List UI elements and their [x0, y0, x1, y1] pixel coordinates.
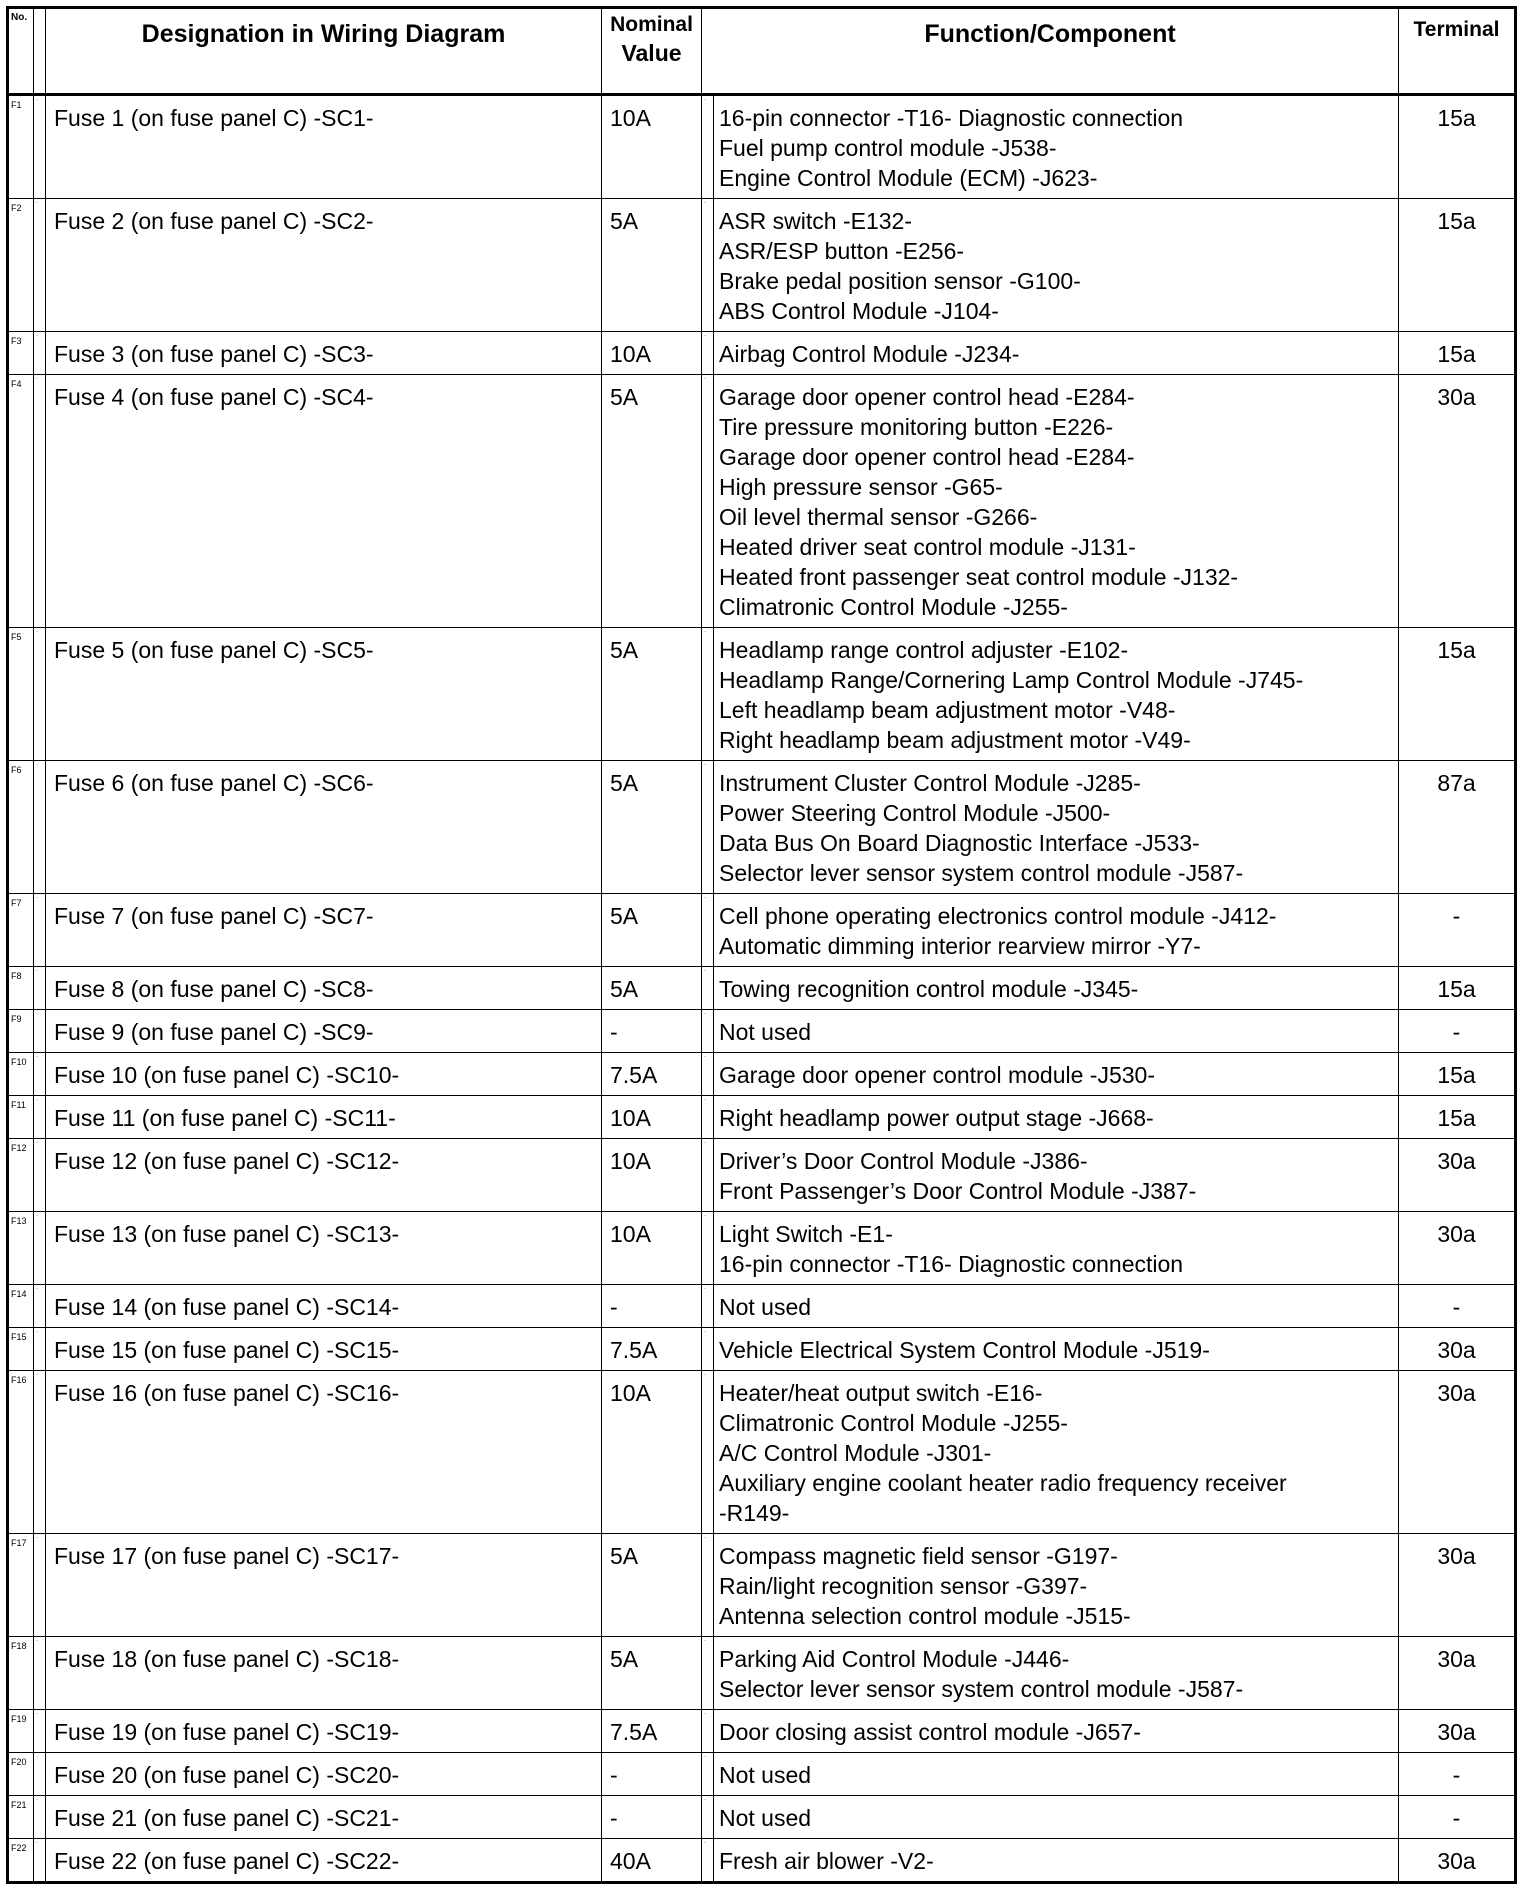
- row-marker: ˙: [34, 761, 46, 894]
- function-line: Brake pedal position sensor -G100-: [719, 268, 1081, 294]
- row-marker: ˙: [34, 967, 46, 1010]
- row-marker: ˙: [702, 1285, 714, 1328]
- function-line: Power Steering Control Module -J500-: [719, 800, 1111, 826]
- fuse-designation: Fuse 12 (on fuse panel C) -SC12-: [46, 1139, 602, 1212]
- function-line: Not used: [719, 1762, 812, 1788]
- row-marker: ˙: [34, 1637, 46, 1710]
- table-row: [8, 332, 1516, 375]
- nominal-value: 10A: [602, 1371, 702, 1534]
- fuse-designation: Fuse 13 (on fuse panel C) -SC13-: [46, 1212, 602, 1285]
- function-cell: [714, 967, 1399, 1010]
- fuse-number: F10: [8, 1053, 34, 1096]
- terminal-value: 15a: [1399, 332, 1516, 375]
- fuse-number: F7: [8, 894, 34, 967]
- table-row: [8, 1010, 1516, 1053]
- row-marker: ˙: [702, 628, 714, 761]
- function-line: Not used: [719, 1805, 812, 1831]
- table-row: [8, 1753, 1516, 1796]
- row-marker: ˙: [34, 1139, 46, 1212]
- function-line: ABS Control Module -J104-: [719, 298, 999, 324]
- function-line: Tire pressure monitoring button -E226-: [719, 414, 1114, 440]
- nominal-value: -: [602, 1010, 702, 1053]
- nominal-value: 10A: [602, 1139, 702, 1212]
- fuse-designation: Fuse 6 (on fuse panel C) -SC6-: [46, 761, 602, 894]
- row-marker: ˙: [702, 199, 714, 332]
- table-row: [8, 1053, 1516, 1096]
- function-line: Cell phone operating electronics control module -J412-: [719, 903, 1277, 929]
- function-cell: [714, 761, 1399, 894]
- table-row: [8, 1285, 1516, 1328]
- function-cell: [714, 1053, 1399, 1096]
- function-cell: [714, 95, 1399, 199]
- header-terminal: Terminal: [1399, 8, 1516, 95]
- nominal-value: 10A: [602, 1212, 702, 1285]
- row-marker: ˙: [702, 1753, 714, 1796]
- row-marker: ˙: [34, 894, 46, 967]
- row-marker: ˙: [702, 1096, 714, 1139]
- function-line: Headlamp Range/Cornering Lamp Control Module -J745-: [719, 667, 1304, 693]
- table-row: [8, 1371, 1516, 1534]
- nominal-value: 5A: [602, 967, 702, 1010]
- row-marker: ˙: [34, 1371, 46, 1534]
- header-designation: Designation in Wiring Diagram: [46, 8, 602, 95]
- function-line: Oil level thermal sensor -G266-: [719, 504, 1038, 530]
- nominal-value: 5A: [602, 1637, 702, 1710]
- fuse-designation: Fuse 5 (on fuse panel C) -SC5-: [46, 628, 602, 761]
- nominal-value: -: [602, 1796, 702, 1839]
- nominal-value: 10A: [602, 95, 702, 199]
- fuse-designation: Fuse 9 (on fuse panel C) -SC9-: [46, 1010, 602, 1053]
- header-nominal-line2: Value: [621, 40, 682, 66]
- fuse-number: F2: [8, 199, 34, 332]
- fuse-number: F22: [8, 1839, 34, 1883]
- nominal-value: 5A: [602, 1534, 702, 1637]
- nominal-value: -: [602, 1753, 702, 1796]
- nominal-value: 7.5A: [602, 1053, 702, 1096]
- function-line: Left headlamp beam adjustment motor -V48-: [719, 697, 1176, 723]
- function-cell: [714, 1371, 1399, 1534]
- fuse-designation: Fuse 15 (on fuse panel C) -SC15-: [46, 1328, 602, 1371]
- row-marker: ˙: [34, 628, 46, 761]
- terminal-value: 15a: [1399, 1096, 1516, 1139]
- nominal-value: 10A: [602, 332, 702, 375]
- function-cell: [714, 1637, 1399, 1710]
- fuse-designation: Fuse 19 (on fuse panel C) -SC19-: [46, 1710, 602, 1753]
- row-marker: ˙: [702, 761, 714, 894]
- function-line: Climatronic Control Module -J255-: [719, 594, 1068, 620]
- terminal-value: 87a: [1399, 761, 1516, 894]
- function-line: ASR switch -E132-: [719, 208, 913, 234]
- nominal-value: 5A: [602, 628, 702, 761]
- function-line: Headlamp range control adjuster -E102-: [719, 637, 1129, 663]
- row-marker: ˙: [702, 1053, 714, 1096]
- nominal-value: 5A: [602, 375, 702, 628]
- table-row: [8, 375, 1516, 628]
- table-row: [8, 1839, 1516, 1883]
- function-line: Rain/light recognition sensor -G397-: [719, 1573, 1088, 1599]
- function-cell: [714, 1328, 1399, 1371]
- row-marker: ˙: [702, 1010, 714, 1053]
- header-nominal: [602, 8, 702, 95]
- function-line: Instrument Cluster Control Module -J285-: [719, 770, 1141, 796]
- table-row: [8, 761, 1516, 894]
- function-line: Garage door opener control head -E284-: [719, 384, 1135, 410]
- nominal-value: 5A: [602, 199, 702, 332]
- row-marker: ˙: [702, 1534, 714, 1637]
- fuse-designation: Fuse 21 (on fuse panel C) -SC21-: [46, 1796, 602, 1839]
- function-line: -R149-: [719, 1500, 790, 1526]
- nominal-value: -: [602, 1285, 702, 1328]
- table-row: [8, 628, 1516, 761]
- function-cell: [714, 894, 1399, 967]
- function-line: Not used: [719, 1294, 812, 1320]
- fuse-designation: Fuse 17 (on fuse panel C) -SC17-: [46, 1534, 602, 1637]
- header-blank: [34, 8, 46, 95]
- fuse-designation: Fuse 7 (on fuse panel C) -SC7-: [46, 894, 602, 967]
- table-row: [8, 1096, 1516, 1139]
- function-line: 16-pin connector -T16- Diagnostic connection: [719, 1251, 1184, 1277]
- terminal-value: 30a: [1399, 1328, 1516, 1371]
- function-line: Door closing assist control module -J657-: [719, 1719, 1141, 1745]
- row-marker: ˙: [702, 1796, 714, 1839]
- fuse-number: F8: [8, 967, 34, 1010]
- terminal-value: 30a: [1399, 1637, 1516, 1710]
- fuse-designation: Fuse 20 (on fuse panel C) -SC20-: [46, 1753, 602, 1796]
- function-cell: [714, 1839, 1399, 1883]
- function-line: Heater/heat output switch -E16-: [719, 1380, 1043, 1406]
- row-marker: ˙: [34, 1096, 46, 1139]
- nominal-value: 7.5A: [602, 1710, 702, 1753]
- function-line: Right headlamp beam adjustment motor -V49-: [719, 727, 1191, 753]
- table-row: [8, 199, 1516, 332]
- function-line: Data Bus On Board Diagnostic Interface -J533-: [719, 830, 1200, 856]
- function-cell: [714, 1710, 1399, 1753]
- row-marker: ˙: [702, 967, 714, 1010]
- row-marker: ˙: [34, 95, 46, 199]
- row-marker: ˙: [702, 1637, 714, 1710]
- fuse-designation: Fuse 3 (on fuse panel C) -SC3-: [46, 332, 602, 375]
- function-line: High pressure sensor -G65-: [719, 474, 1003, 500]
- fuse-number: F5: [8, 628, 34, 761]
- function-cell: [714, 1753, 1399, 1796]
- function-line: Airbag Control Module -J234-: [719, 341, 1020, 367]
- table-row: [8, 1328, 1516, 1371]
- function-line: ASR/ESP button -E256-: [719, 238, 965, 264]
- function-line: 16-pin connector -T16- Diagnostic connection: [719, 105, 1184, 131]
- function-line: Selector lever sensor system control module -J587-: [719, 1676, 1244, 1702]
- row-marker: ˙: [34, 375, 46, 628]
- row-marker: ˙: [702, 1212, 714, 1285]
- fuse-designation: Fuse 8 (on fuse panel C) -SC8-: [46, 967, 602, 1010]
- terminal-value: 15a: [1399, 628, 1516, 761]
- table-row: [8, 1710, 1516, 1753]
- terminal-value: 15a: [1399, 95, 1516, 199]
- table-row: [8, 1534, 1516, 1637]
- function-cell: [714, 1534, 1399, 1637]
- terminal-value: -: [1399, 1796, 1516, 1839]
- fuse-number: F3: [8, 332, 34, 375]
- function-line: Auxiliary engine coolant heater radio frequency receiver: [719, 1470, 1287, 1496]
- fuse-designation: Fuse 18 (on fuse panel C) -SC18-: [46, 1637, 602, 1710]
- function-line: Vehicle Electrical System Control Module -J519-: [719, 1337, 1210, 1363]
- terminal-value: -: [1399, 1753, 1516, 1796]
- function-cell: [714, 1212, 1399, 1285]
- function-line: Heated front passenger seat control module -J132-: [719, 564, 1239, 590]
- function-line: Right headlamp power output stage -J668-: [719, 1105, 1154, 1131]
- header-row: [8, 8, 1516, 95]
- function-line: Garage door opener control head -E284-: [719, 444, 1135, 470]
- row-marker: ˙: [34, 1010, 46, 1053]
- fuse-number: F14: [8, 1285, 34, 1328]
- function-line: Fresh air blower -V2-: [719, 1848, 934, 1874]
- row-marker: ˙: [34, 1796, 46, 1839]
- nominal-value: 10A: [602, 1096, 702, 1139]
- row-marker: ˙: [702, 1328, 714, 1371]
- nominal-value: 7.5A: [602, 1328, 702, 1371]
- row-marker: ˙: [34, 1285, 46, 1328]
- header-no: No.: [8, 8, 34, 95]
- row-marker: ˙: [702, 894, 714, 967]
- table-row: [8, 95, 1516, 199]
- row-marker: ˙: [702, 1139, 714, 1212]
- terminal-value: 30a: [1399, 1139, 1516, 1212]
- terminal-value: 30a: [1399, 1839, 1516, 1883]
- row-marker: ˙: [34, 1328, 46, 1371]
- function-line: Climatronic Control Module -J255-: [719, 1410, 1068, 1436]
- function-line: Automatic dimming interior rearview mirror -Y7-: [719, 933, 1201, 959]
- function-line: Driver’s Door Control Module -J386-: [719, 1148, 1088, 1174]
- terminal-value: 15a: [1399, 1053, 1516, 1096]
- function-cell: [714, 1010, 1399, 1053]
- terminal-value: 15a: [1399, 967, 1516, 1010]
- fuse-designation: Fuse 14 (on fuse panel C) -SC14-: [46, 1285, 602, 1328]
- function-line: A/C Control Module -J301-: [719, 1440, 992, 1466]
- terminal-value: 30a: [1399, 1212, 1516, 1285]
- header-nominal-line1: Nominal: [610, 13, 693, 36]
- fuse-designation: Fuse 4 (on fuse panel C) -SC4-: [46, 375, 602, 628]
- row-marker: ˙: [702, 1371, 714, 1534]
- function-line: Antenna selection control module -J515-: [719, 1603, 1131, 1629]
- fuse-number: F19: [8, 1710, 34, 1753]
- fuse-number: F20: [8, 1753, 34, 1796]
- table-row: [8, 1637, 1516, 1710]
- terminal-value: -: [1399, 894, 1516, 967]
- function-line: Not used: [719, 1019, 812, 1045]
- nominal-value: 5A: [602, 894, 702, 967]
- nominal-value: 5A: [602, 761, 702, 894]
- header-function: Function/Component: [702, 8, 1399, 95]
- terminal-value: 30a: [1399, 375, 1516, 628]
- function-line: Selector lever sensor system control module -J587-: [719, 860, 1244, 886]
- fuse-number: F15: [8, 1328, 34, 1371]
- function-line: Parking Aid Control Module -J446-: [719, 1646, 1070, 1672]
- fuse-number: F9: [8, 1010, 34, 1053]
- function-cell: [714, 1096, 1399, 1139]
- terminal-value: 30a: [1399, 1534, 1516, 1637]
- nominal-value: 40A: [602, 1839, 702, 1883]
- function-line: Compass magnetic field sensor -G197-: [719, 1543, 1118, 1569]
- fuse-designation: Fuse 11 (on fuse panel C) -SC11-: [46, 1096, 602, 1139]
- fuse-number: F17: [8, 1534, 34, 1637]
- function-line: Fuel pump control module -J538-: [719, 135, 1057, 161]
- terminal-value: 15a: [1399, 199, 1516, 332]
- fuse-number: F13: [8, 1212, 34, 1285]
- function-cell: [714, 1796, 1399, 1839]
- fuse-designation: Fuse 22 (on fuse panel C) -SC22-: [46, 1839, 602, 1883]
- row-marker: ˙: [34, 1839, 46, 1883]
- row-marker: ˙: [702, 1839, 714, 1883]
- fuse-designation: Fuse 10 (on fuse panel C) -SC10-: [46, 1053, 602, 1096]
- fuse-number: F21: [8, 1796, 34, 1839]
- row-marker: ˙: [702, 332, 714, 375]
- function-cell: [714, 375, 1399, 628]
- fuse-number: F18: [8, 1637, 34, 1710]
- row-marker: ˙: [34, 1710, 46, 1753]
- table-row: [8, 1212, 1516, 1285]
- fuse-number: F6: [8, 761, 34, 894]
- fuse-number: F16: [8, 1371, 34, 1534]
- terminal-value: 30a: [1399, 1710, 1516, 1753]
- fuse-number: F4: [8, 375, 34, 628]
- terminal-value: -: [1399, 1010, 1516, 1053]
- row-marker: ˙: [34, 1753, 46, 1796]
- function-cell: [714, 628, 1399, 761]
- fuse-designation: Fuse 2 (on fuse panel C) -SC2-: [46, 199, 602, 332]
- table-row: [8, 1796, 1516, 1839]
- function-line: Towing recognition control module -J345-: [719, 976, 1139, 1002]
- table-row: [8, 967, 1516, 1010]
- row-marker: ˙: [34, 1053, 46, 1096]
- function-cell: [714, 1285, 1399, 1328]
- table-row: [8, 894, 1516, 967]
- function-line: Engine Control Module (ECM) -J623-: [719, 165, 1098, 191]
- fuse-number: F1: [8, 95, 34, 199]
- table-row: [8, 1139, 1516, 1212]
- function-cell: [714, 1139, 1399, 1212]
- fuse-number: F11: [8, 1096, 34, 1139]
- row-marker: ˙: [702, 1710, 714, 1753]
- terminal-value: -: [1399, 1285, 1516, 1328]
- function-line: Front Passenger’s Door Control Module -J387-: [719, 1178, 1197, 1204]
- terminal-value: 30a: [1399, 1371, 1516, 1534]
- row-marker: ˙: [34, 1534, 46, 1637]
- row-marker: ˙: [702, 375, 714, 628]
- row-marker: ˙: [702, 95, 714, 199]
- function-cell: [714, 199, 1399, 332]
- row-marker: ˙: [34, 1212, 46, 1285]
- fuse-number: F12: [8, 1139, 34, 1212]
- fuse-table: [6, 6, 1517, 1884]
- function-line: Heated driver seat control module -J131-: [719, 534, 1136, 560]
- fuse-designation: Fuse 16 (on fuse panel C) -SC16-: [46, 1371, 602, 1534]
- row-marker: ˙: [34, 199, 46, 332]
- function-cell: [714, 332, 1399, 375]
- function-line: Light Switch -E1-: [719, 1221, 893, 1247]
- fuse-designation: Fuse 1 (on fuse panel C) -SC1-: [46, 95, 602, 199]
- row-marker: ˙: [34, 332, 46, 375]
- function-line: Garage door opener control module -J530-: [719, 1062, 1155, 1088]
